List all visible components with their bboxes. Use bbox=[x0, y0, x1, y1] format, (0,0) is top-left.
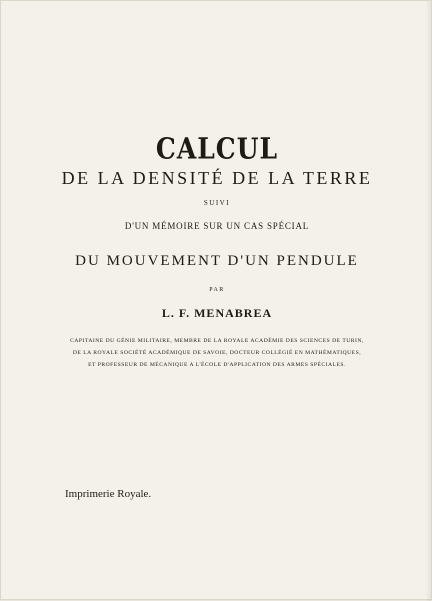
page-edge-shadow bbox=[425, 1, 431, 601]
subtitle: DE LA DENSITÉ DE LA TERRE bbox=[61, 168, 373, 188]
credentials-line: ET PROFESSEUR DE MÉCANIQUE A L'ÉCOLE D'APPLICATION DES ARMES SPÉCIALES. bbox=[88, 362, 346, 368]
author-name: L. F. MENABREA bbox=[161, 306, 273, 320]
credentials-line: CAPITAINE DU GÉNIE MILITAIRE, MEMBRE DE LA ROYALE ACADÉMIE DES SCIENCES DE TURIN, bbox=[70, 338, 364, 344]
suivi-label: SUIVI bbox=[203, 199, 231, 207]
mouvement-line: DU MOUVEMENT D'UN PENDULE bbox=[75, 253, 359, 269]
author-credentials bbox=[1, 335, 432, 371]
memoire-line: D'UN MÉMOIRE SUR UN CAS SPÉCIAL bbox=[124, 221, 310, 231]
imprint: Imprimerie Royale. bbox=[65, 488, 152, 500]
credentials-line: DE LA ROYALE SOCIÉTÉ ACADÉMIQUE DE SAVOIE, DOCTEUR COLLÉGIÉ EN MATHÉMATIQUES, bbox=[72, 350, 362, 356]
main-title: CALCUL bbox=[155, 131, 279, 166]
par-label: PAR bbox=[209, 287, 225, 293]
